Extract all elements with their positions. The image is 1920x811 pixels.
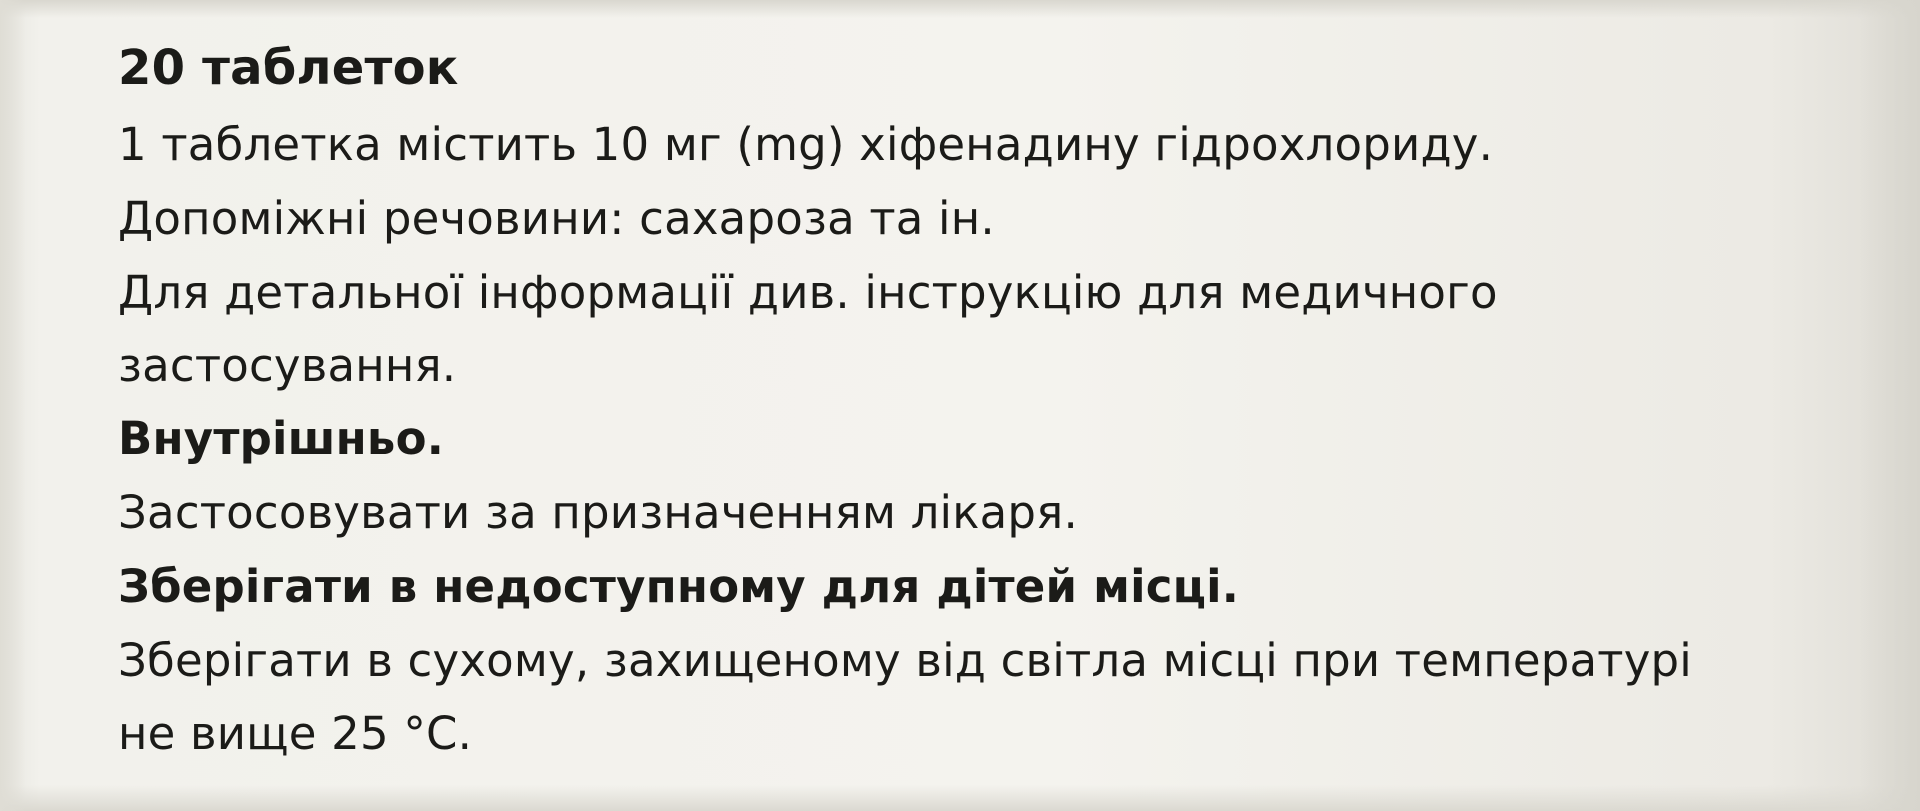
excipients-line: Допоміжні речовини: сахароза та ін. [118, 192, 995, 245]
carton-left-edge-shading [0, 0, 26, 811]
storage-line-1: Зберігати в сухому, захищеному від світла місці при температурі [118, 634, 1692, 687]
package-text-block [118, 28, 1748, 770]
composition-line: 1 таблетка містить 10 мг (mg) хіфенадину гідрохлориду. [118, 118, 1494, 171]
route-of-administration-line: Внутрішньо. [118, 412, 444, 465]
usage-instruction-line: Застосовувати за призначенням лікаря. [118, 486, 1078, 539]
info-reference-line-2: застосування. [118, 339, 457, 392]
quantity-line: 20 таблеток [118, 40, 459, 96]
carton-bottom-edge-shading [0, 785, 1920, 811]
carton-top-edge-shading [0, 0, 1920, 18]
carton-right-edge-shading [1860, 0, 1920, 811]
info-reference-line-1: Для детальної інформації див. інструкцію для медичного [118, 266, 1498, 319]
storage-line-2: не вище 25 °C. [118, 707, 473, 760]
children-warning-line: Зберігати в недоступному для дітей місці. [118, 560, 1240, 613]
